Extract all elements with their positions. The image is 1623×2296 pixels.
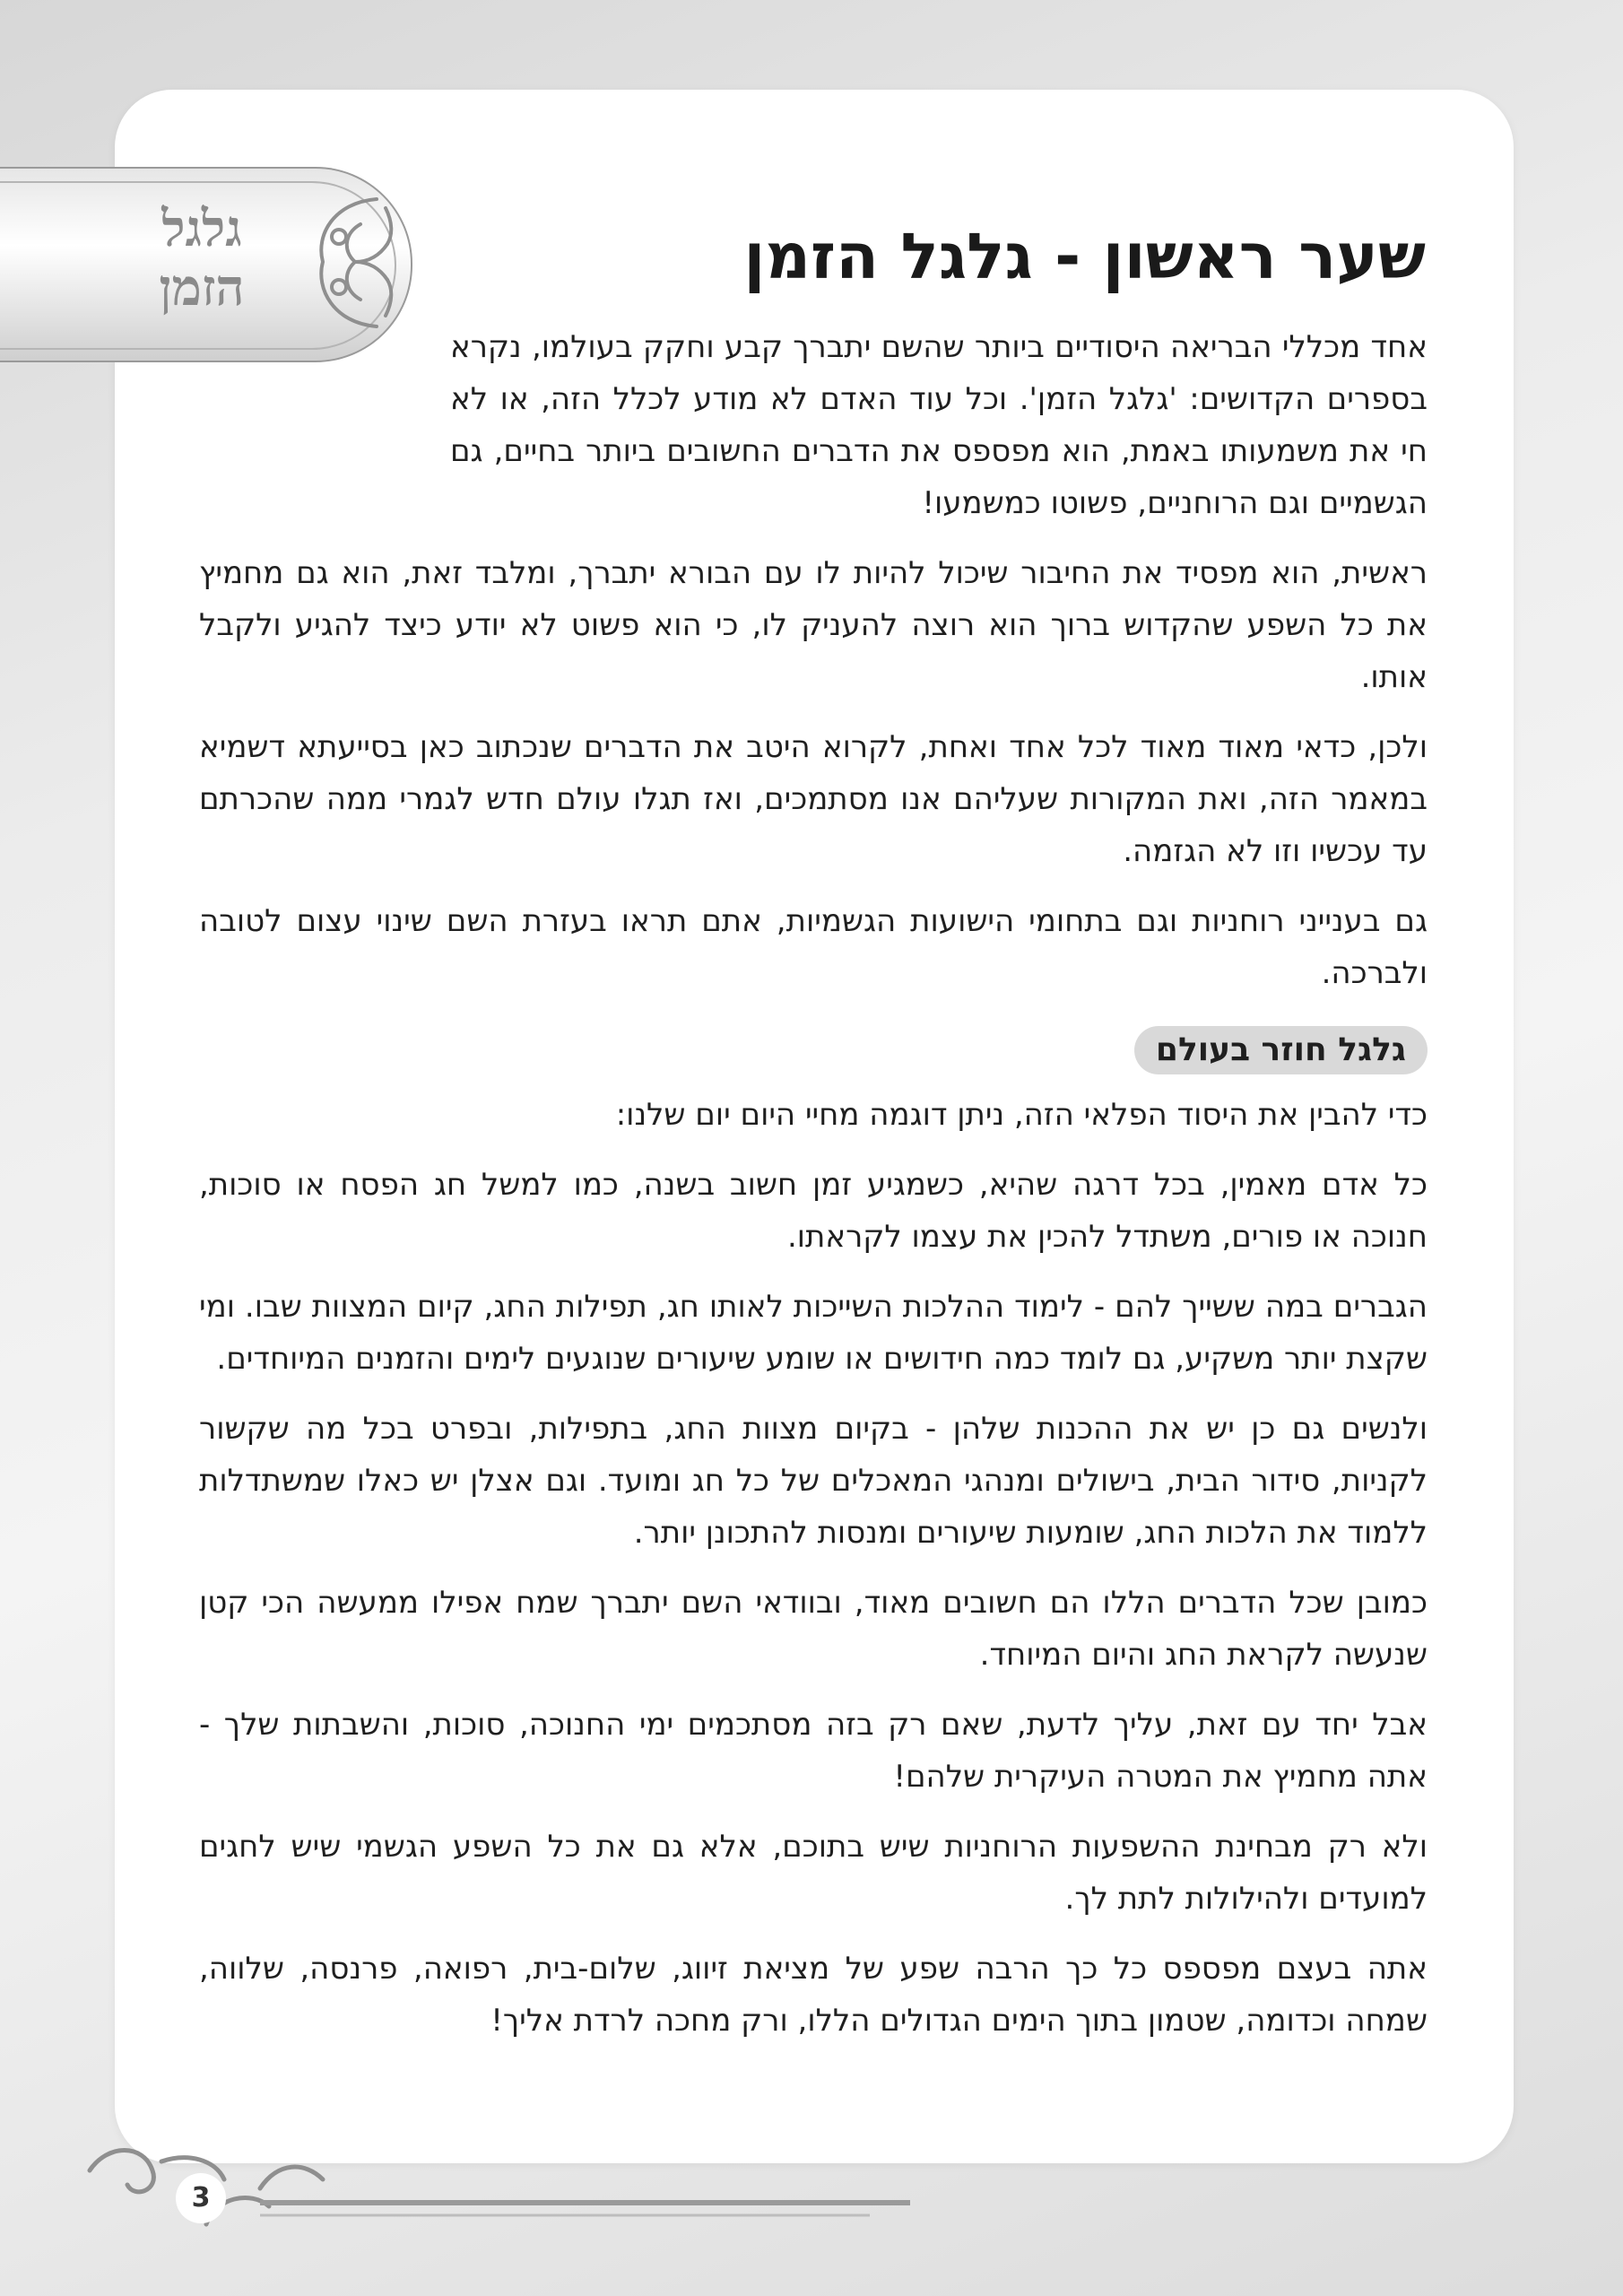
- paragraph: כמובן שכל הדברים הללו הם חשובים מאוד, ובוודאי השם יתברך שמח אפילו ממעשה הכי קטן שנעשה לקראת החג והיום המיוחד.: [199, 1585, 1428, 1673]
- section-subheading: גלגל חוזר בעולם: [1134, 1026, 1428, 1074]
- paragraph: גם בענייני רוחניות וגם בתחומי הישועות הגשמיות, אתם תראו בעזרת השם שינוי עצום לטובה ולברכה.: [199, 903, 1428, 991]
- paragraph: כל אדם מאמין, בכל דרגה שהיא, כשמגיע זמן חשוב בשנה, כמו למשל חג הפסח או סוכות, חנוכה או פורים, משתדל להכין את עצמו לקראתו.: [199, 1167, 1428, 1255]
- banner-title: גלגל הזמן: [159, 199, 245, 317]
- paragraph: כדי להבין את היסוד הפלאי הזה, ניתן דוגמה מחיי היום יום שלנו:: [615, 1097, 1428, 1133]
- subheading-row: [199, 1024, 1428, 1076]
- paragraph: אחד מכללי הבריאה היסודיים ביותר שהשם יתברך קבע וחקק בעולמו, נקרא בספרים הקדושים: 'גלגל הזמן'. וכל עוד האדם לא מודע לכלל הזה, או לא חי את משמעותו באמת, הוא מפספס את הדברים החשובים ביותר בחיים, גם הגשמיים וגם הרוחניים, פשוטו כמשמעו!: [450, 329, 1428, 521]
- intro-section: [199, 321, 1428, 1017]
- paragraph: הגברים במה ששייך להם - לימוד ההלכות השייכות לאותו חג, תפילות החג, קיום המצוות שבו. ומי שקצת יותר משקיע, גם לומד כמה חידושים או שומע שיעורים שנוגעים לימים והזמנים המיוחדים.: [199, 1289, 1428, 1377]
- paragraph: אבל יחד עם זאת, עליך לדעת, שאם רק בזה מסתכמים ימי החנוכה, סוכות, והשבתות שלך - אתה מחמיץ את המטרה העיקרית שלהם!: [199, 1707, 1428, 1795]
- page-number: 3: [176, 2173, 226, 2223]
- paragraph: ולא רק מבחינת ההשפעות הרוחניות שיש בתוכם, אלא גם את כל השפע הגשמי שיש לחגים למועדים ולהילולות לתת לך.: [199, 1829, 1428, 1917]
- chapter-title: שער ראשון - גלגל הזמן: [743, 220, 1426, 293]
- paragraph: ולכן, כדאי מאוד מאוד לכל אחד ואחת, לקרוא היטב את הדברים שנכתוב כאן בסייעתא דשמיא במאמר הזה, ואת המקורות שעליהם אנו מסתמכים, ואז תגלו עולם חדש לגמרי ממה שהכרתם עד עכשיו וזו לא הגזמה.: [199, 729, 1428, 869]
- paragraph: אתה בעצם מפספס כל כך הרבה שפע של מציאת זיווג, שלום-בית, רפואה, פרנסה, שלווה, שמחה וכדומה, שטמון בתוך הימים הגדולים הללו, ורק מחכה לרדת אליך!: [199, 1951, 1428, 2039]
- section-body: [199, 1089, 1428, 2065]
- paragraph: ראשית, הוא מפסיד את החיבור שיכול להיות לו עם הבורא יתברך, ומלבד זאת, הוא גם מחמיץ את כל השפע שהקדוש ברוך הוא רוצה להעניק לו, כי הוא פשוט לא יודע כיצד להגיע ולקבל אותו.: [199, 555, 1428, 695]
- paragraph: ולנשים גם כן יש את ההכנות שלהן - בקיום מצוות החג, בתפילות, ובפרט בכל מה שקשור לקניות, סידור הבית, בישולים ומנהגי המאכלים של כל חג ומועד. וגם אצלן יש כאלו שמשתדלות ללמוד את הלכות החג, שומעות שיעורים ומנסות להתכונן יותר.: [199, 1411, 1428, 1551]
- fleur-ornament-icon: [298, 181, 411, 344]
